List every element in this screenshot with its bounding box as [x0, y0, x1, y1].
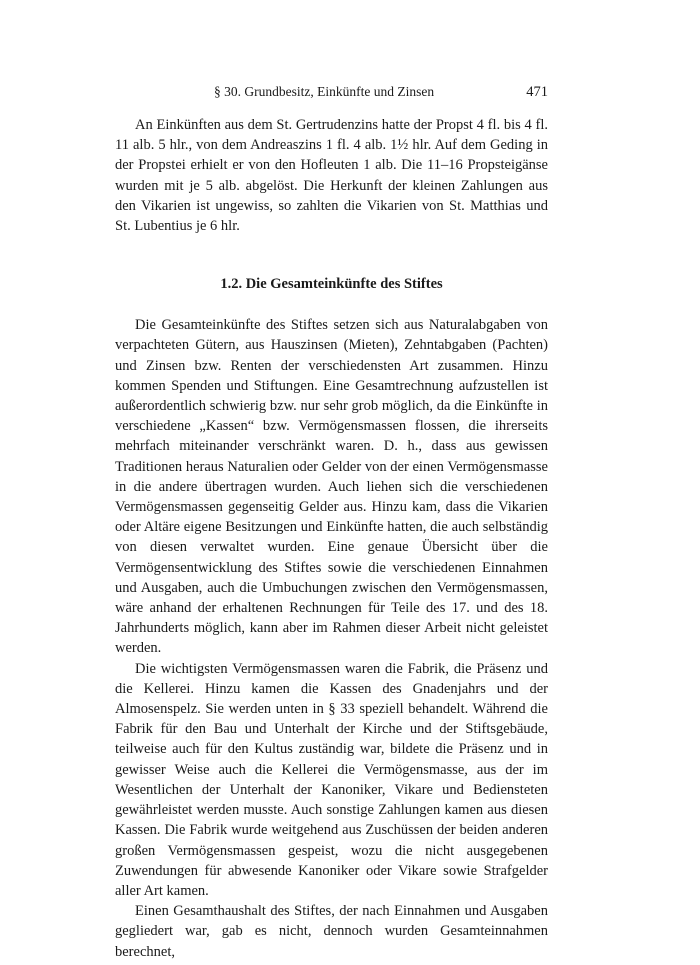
body-paragraph-2: Die wichtigsten Vermögensmassen waren die Fabrik, die Präsenz und die Kellerei. Hinzu kamen die Kassen des Gnadenjahrs und der Almosenspelz. Sie werden unten in § 33 speziell behandelt. Während die Fabrik für den Bau und Unterhalt der Kirche und der Stiftsgebäude, teilweise auch für den Kultus zuständig war, bildete die Präsenz und in gewisser Weise auch die Kellerei die Vermögensmasse, aus der im Wesentlichen der Unterhalt der Kanoniker, Vikare und Bediensteten gewährleistet werden musste. Auch sonstige Zahlungen kamen aus diesen Kassen. Die Fabrik wurde weitgehend aus Zuschüssen der beiden anderen großen Vermögensmassen gespeist, wozu die nicht ausgegebenen Zuwendungen für abwesende Kanoniker oder Vikare sowie Strafgelder aller Art kamen.: [115, 660, 548, 899]
running-title: § 30. Grundbesitz, Einkünfte und Zinsen: [214, 84, 435, 99]
text-block: [115, 115, 548, 962]
section-heading: 1.2. Die Gesamteinkünfte des Stiftes: [220, 276, 443, 293]
body-paragraph-3: Einen Gesamthaushalt des Stiftes, der nach Einnahmen und Ausgaben gegliedert war, gab es nicht, dennoch wurden Gesamteinnahmen berechnet,: [115, 903, 548, 960]
intro-paragraph: An Einkünften aus dem St. Gertrudenzins hatte der Propst 4 fl. bis 4 fl. 11 alb. 5 hlr., von dem Andreaszins 1 fl. 4 alb. 1½ hlr. Auf dem Geding in der Propstei erhielt er von den Hofleuten 1 alb. Die 11–16 Propsteigänse wurden mit je 5 alb. abgelöst. Die Herkunft der kleinen Zahlungen aus den Vikarien ist ungewiss, so zahlten die Vikarien von St. Matthias und St. Lubentius je 6 hlr.: [115, 117, 548, 235]
body-paragraph-1: Die Gesamteinkünfte des Stiftes setzen sich aus Naturalabgaben von verpachteten Gütern, aus Hauszinsen (Mieten), Zehntabgaben (Pachten) und Zinsen bzw. Renten der verschiedensten Art zusammen. Hinzu kommen Spenden und Stiftungen. Eine Gesamtrechnung aufzustellen ist außerordentlich schwierig bzw. nur sehr grob möglich, da die Einkünfte in verschiedene „Kassen“ bzw. Vermögensmassen flossen, die ihrerseits mehrfach miteinander verschränkt waren. D. h., dass aus gewissen Traditionen heraus Naturalien oder Gelder von der einen Vermögensmasse in die andere übertragen wurden. Auch liehen sich die verschiedenen Vermögensmassen gegenseitig Gelder aus. Hinzu kam, dass die Vikarien oder Altäre eigene Besitzungen und Einkünfte hatten, die auch selbständig von diesen verwaltet wurden. Eine genaue Übersicht über die Vermögensentwicklung des Stiftes sowie die verschiedenen Einnahmen und Ausgaben, auch die Umbuchungen zwischen den Vermögensmassen, wäre anhand der erhaltenen Rechnungen für Teile des 17. und des 18. Jahrhunderts möglich, kann aber im Rahmen dieser Arbeit nicht geleistet werden.: [115, 317, 548, 657]
page-number: 471: [526, 84, 548, 100]
